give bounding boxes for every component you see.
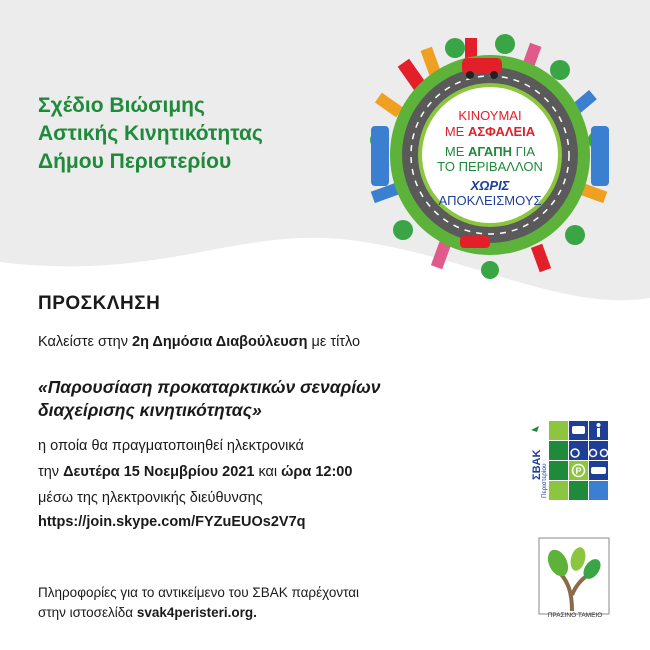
svg-text:P: P: [575, 466, 582, 476]
svak-sub: Περιστερίου: [541, 463, 548, 498]
logo-line-1: ΚΙΝΟΥΜΑΙ: [458, 108, 522, 123]
title-line-2: Αστικής Κινητικότητας: [38, 122, 263, 145]
logo-line-2: ΜΕ ΑΣΦΑΛΕΙΑ: [444, 124, 536, 139]
consultation-name: 2η Δημόσια Διαβούλευση: [132, 334, 308, 350]
details-line-1: η οποία θα πραγματοποιηθεί ηλεκτρονικά: [38, 438, 304, 454]
invitation-heading: ΠΡΟΣΚΛΗΣΗ: [38, 293, 161, 314]
svak-logo: [527, 420, 609, 502]
website-link[interactable]: svak4peristeri.org.: [136, 605, 257, 620]
bus-icon: [572, 426, 585, 434]
green-fund-label: ΠΡΑΣΙΝΟ ΤΑΜΕΙΟ: [547, 612, 603, 619]
skype-link[interactable]: https://join.skype.com/FYZuEUOs2V7q: [38, 514, 306, 530]
invite-pre: Καλείστε στην: [38, 334, 133, 350]
invite-post: με τίτλο: [307, 334, 361, 350]
consultation-title: [38, 376, 380, 422]
logo-line-3: ΜΕ ΑΓΑΠΗ ΓΙΑ: [444, 144, 536, 159]
quote-line-1: «Παρουσίαση προκαταρκτικών σεναρίων: [38, 377, 381, 397]
quote-line-2: διαχείρισης κινητικότητας»: [38, 400, 262, 420]
mobility-circle-logo: [365, 30, 615, 280]
title-line-3: Δήμου Περιστερίου: [38, 150, 232, 173]
logo-line-4: ΤΟ ΠΕΡΙΒΑΛΛΟΝ: [437, 159, 543, 174]
details-line-2: την Δευτέρα 15 Νοεμβρίου 2021 και ώρα 12:00: [38, 464, 353, 480]
red-car-bottom-icon: [460, 236, 490, 248]
title-line-1: Σχέδιο Βιώσιμης: [38, 94, 205, 117]
details-line-3: μέσω της ηλεκτρονικής διεύθυνσης: [38, 490, 263, 506]
event-date: Δευτέρα 15 Νοεμβρίου 2021: [63, 464, 255, 480]
car-icon: [591, 467, 606, 474]
event-time: ώρα 12:00: [281, 464, 353, 480]
svak-name: ΣΒΑΚ: [531, 449, 543, 480]
pedestrian-icon: [597, 423, 601, 427]
logo-line-5: ΧΩΡΙΣ: [470, 178, 510, 193]
logo-line-6: ΑΠΟΚΛΕΙΣΜΟΥΣ: [438, 193, 542, 208]
green-fund-logo: [538, 537, 610, 615]
blue-bus-right-icon: [591, 126, 609, 186]
plan-title: [38, 92, 263, 176]
invite-line: [38, 334, 360, 350]
blue-bus-left-icon: [371, 126, 389, 186]
footer-line-1: Πληροφορίες για το αντικείμενο του ΣΒΑΚ παρέχονται: [38, 585, 360, 600]
footer-line-2: στην ιστοσελίδα svak4peristeri.org.: [38, 605, 257, 620]
